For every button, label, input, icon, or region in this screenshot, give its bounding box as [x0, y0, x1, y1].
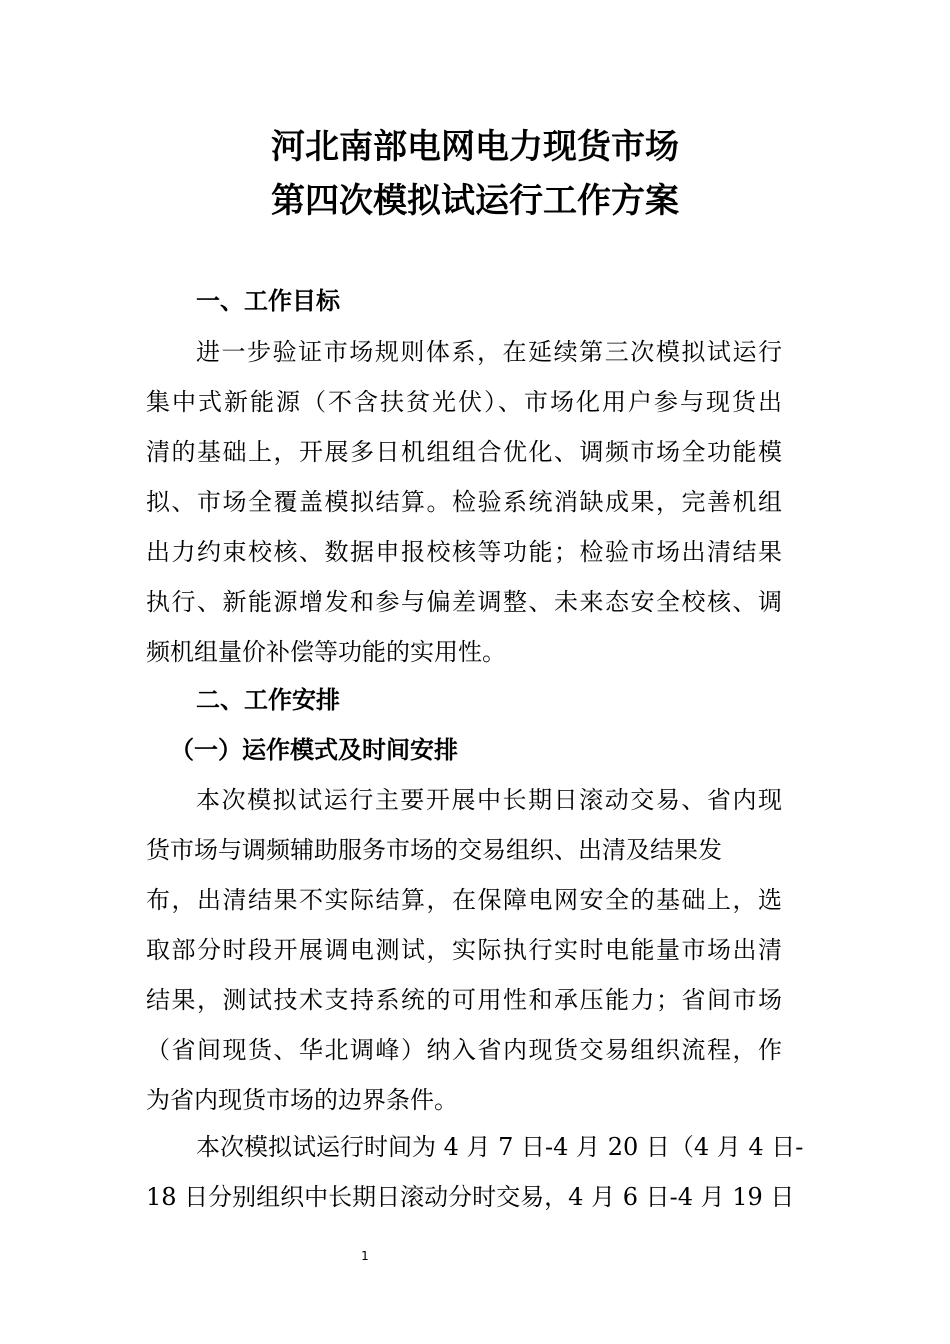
- paragraph-line: 本次模拟试运行时间为 4 月 7 日-4 月 20 日（4 月 4 日-: [196, 1133, 804, 1161]
- paragraph-line: 清的基础上，开展多日机组组合优化、调频市场全功能模: [146, 438, 782, 466]
- paragraph-line: 出力约束校核、数据申报校核等功能；检验市场出清结果: [146, 538, 782, 566]
- document-title-line-1: 河北南部电网电力现货市场: [271, 127, 679, 167]
- paragraph-line: 结果，测试技术支持系统的可用性和承压能力；省间市场: [146, 986, 782, 1014]
- paragraph-line: 取部分时段开展调电测试，实际执行实时电能量市场出清: [146, 936, 782, 964]
- document-title-line-2: 第四次模拟试运行工作方案: [271, 181, 679, 221]
- paragraph-line: 集中式新能源（不含扶贫光伏）、市场化用户参与现货出: [146, 388, 782, 416]
- paragraph-line: 进一步验证市场规则体系，在延续第三次模拟试运行: [196, 338, 782, 366]
- paragraph-schedule: [146, 1122, 804, 1222]
- paragraph-line: 执行、新能源增发和参与偏差调整、未来态安全校核、调: [146, 588, 782, 616]
- paragraph-line: 本次模拟试运行主要开展中长期日滚动交易、省内现: [196, 786, 782, 814]
- section-heading-goals: 一、工作目标: [196, 287, 340, 315]
- paragraph-line: 为省内现货市场的边界条件。: [146, 1086, 458, 1114]
- paragraph-operation-mode: [146, 775, 796, 1125]
- paragraph-line: 频机组量价补偿等功能的实用性。: [146, 638, 506, 666]
- paragraph-goals: [146, 327, 796, 677]
- subsection-heading-operation-mode: （一）运作模式及时间安排: [170, 735, 458, 764]
- paragraph-line: 货市场与调频辅助服务市场的交易组织、出清及结果发: [146, 836, 722, 864]
- paragraph-line: 18 日分别组织中长期日滚动分时交易，4 月 6 日-4 月 19 日: [146, 1183, 795, 1211]
- section-heading-arrangement: 二、工作安排: [196, 686, 340, 714]
- paragraph-line: （省间现货、华北调峰）纳入省内现货交易组织流程，作: [146, 1036, 782, 1064]
- paragraph-line: 拟、市场全覆盖模拟结算。检验系统消缺成果，完善机组: [146, 488, 782, 516]
- paragraph-line: 布，出清结果不实际结算，在保障电网安全的基础上，选: [146, 886, 782, 914]
- page-number: 1: [361, 1249, 369, 1263]
